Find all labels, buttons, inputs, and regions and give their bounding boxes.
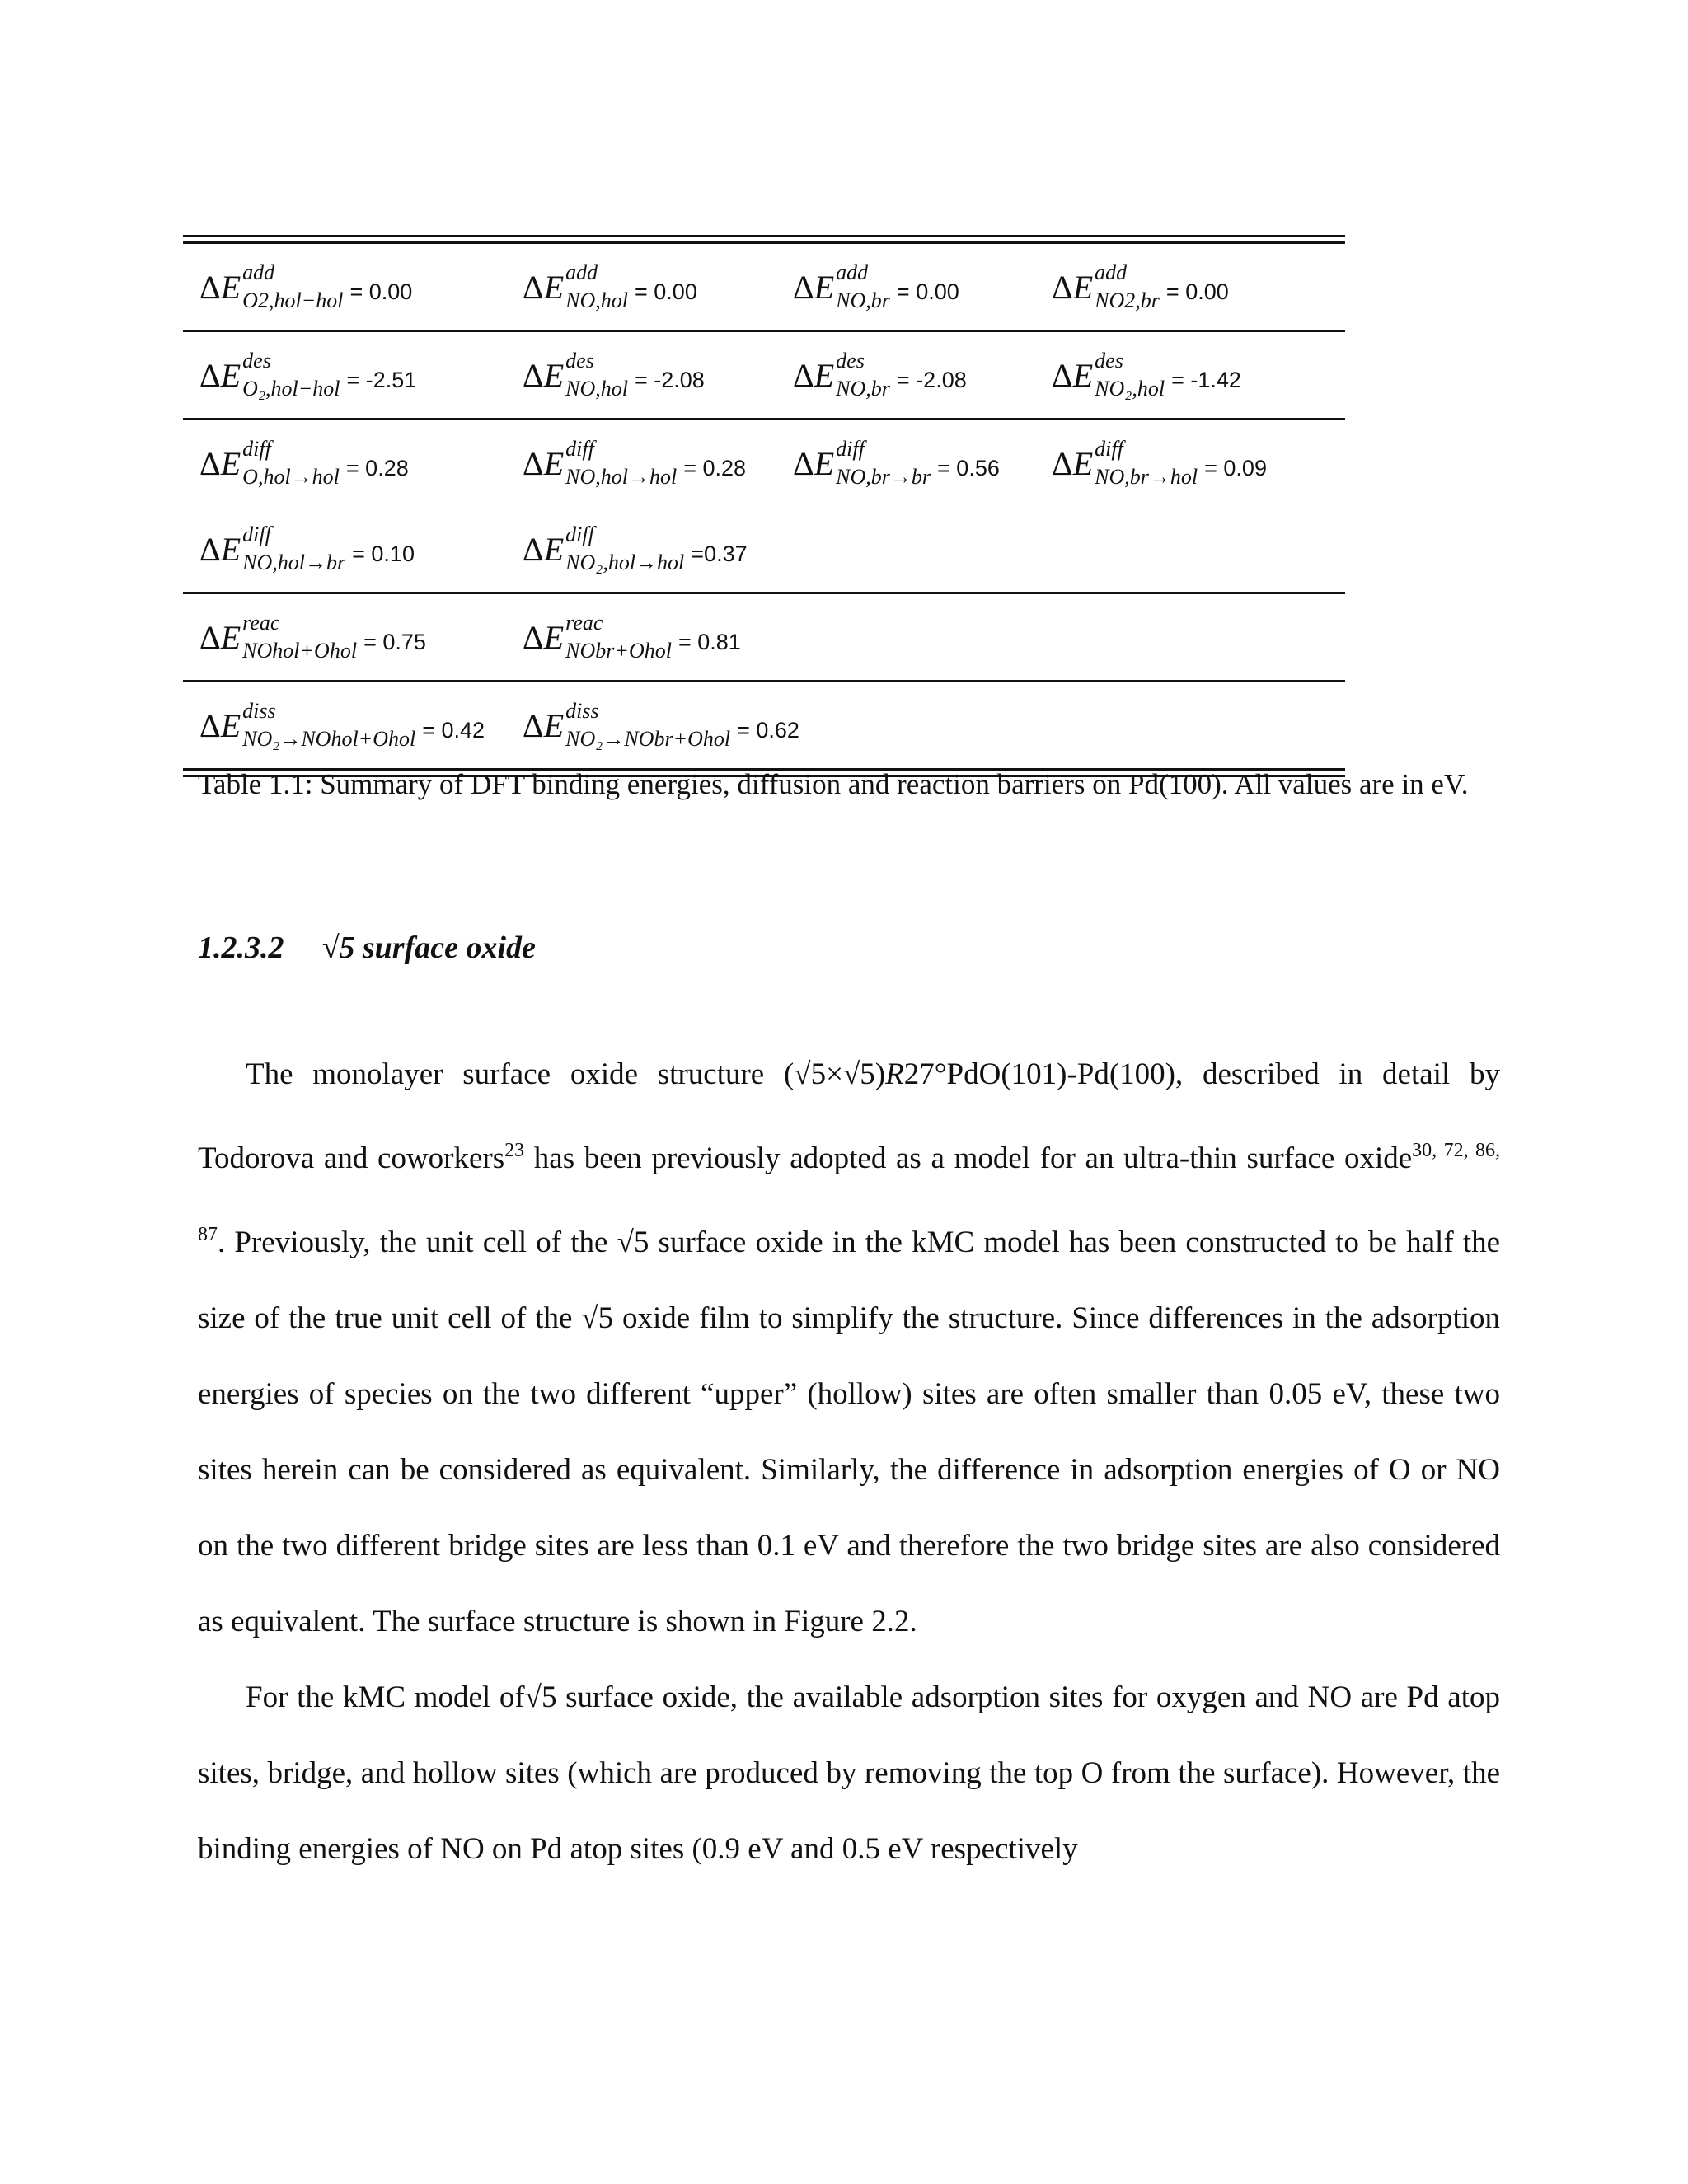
table-row	[183, 682, 1345, 768]
table-cell: Δ E diss NO₂→NObr+Ohol = 0.62	[523, 699, 799, 751]
table-cell: Δ E add NO,br = 0.00	[793, 260, 959, 312]
table-top-rule	[183, 235, 1345, 244]
table-row	[183, 244, 1345, 330]
table-cell: Δ E diff NO,hol→br = 0.10	[199, 523, 415, 574]
section-title: √5 surface oxide	[321, 930, 536, 965]
table-cell: Δ E diff NO,hol→hol = 0.28	[523, 437, 747, 489]
table-caption: Table 1.1: Summary of DFT binding energies, diffusion and reaction barriers on Pd(100). All values are in eV.	[198, 768, 1469, 800]
table-cell: Δ E des O₂,hol−hol = -2.51	[199, 349, 417, 401]
table-cell: Δ E reac NOhol+Ohol = 0.75	[199, 611, 426, 663]
energy-table	[183, 235, 1345, 777]
table-cell: Δ E add NO,hol = 0.00	[523, 260, 697, 312]
table-cell: Δ E add NO2,br = 0.00	[1052, 260, 1229, 312]
citation: 30, 72, 86, 87	[198, 1140, 1501, 1245]
table-cell: Δ E reac NObr+Ohol = 0.81	[523, 611, 741, 663]
table-cell: Δ E diff NO₂,hol→hol =0.37	[523, 523, 748, 574]
table-row	[183, 420, 1345, 506]
table-row	[183, 332, 1345, 418]
table-cell: Δ E diff O,hol→hol = 0.28	[199, 437, 409, 489]
paragraph: The monolayer surface oxide structure (√5×√5)R27°PdO(101)-Pd(100), described in detail by Todorova and coworkers$^{23}$ has been previously adopted as a model for an ultra-thin surface oxide$^{30, 72, 86, 87}$. Previously, the unit cell of the √5 surface oxide in the kMC model has been constructed to be half the size of the true unit cell of the √5 oxide film to simplify the structure. Since differences in the adsorption energies of species on the two different “upper” (hollow) sites are often smaller than 0.05 eV, these two sites herein can be considered as equivalent. Similarly, the difference in adsorption energies of O or NO on the two different bridge sites are less than 0.1 eV and therefore the two bridge sites are also considered as equivalent. The surface structure is shown in Figure 2.2.	[198, 1057, 1501, 1638]
table-cell: Δ E diff NO,br→br = 0.56	[793, 437, 1000, 489]
table-row	[183, 506, 1345, 592]
citation: 23	[504, 1140, 525, 1161]
table-cell: Δ E des NO₂,hol = -1.42	[1052, 349, 1241, 401]
table-cell: Δ E diss NO₂→NOhol+Ohol = 0.42	[199, 699, 485, 751]
section-number: 1.2.3.2	[198, 930, 284, 965]
paragraph: For the kMC model of√5 surface oxide, the available adsorption sites for oxygen and NO are Pd atop sites, bridge, and hollow sites (which are produced by removing the top O from the surface). However, the binding energies of NO on Pd atop sites (0.9 eV and 0.5 eV respectively	[198, 1680, 1500, 1866]
table-cell: Δ E des NO,hol = -2.08	[523, 349, 705, 401]
table-cell: Δ E add O2,hol−hol = 0.00	[199, 260, 413, 312]
body-text	[198, 1037, 1500, 1887]
section-heading	[198, 930, 536, 966]
table-cell: Δ E des NO,br = -2.08	[793, 349, 967, 401]
table-cell: Δ E diff NO,br→hol = 0.09	[1052, 437, 1267, 489]
table-row	[183, 594, 1345, 680]
